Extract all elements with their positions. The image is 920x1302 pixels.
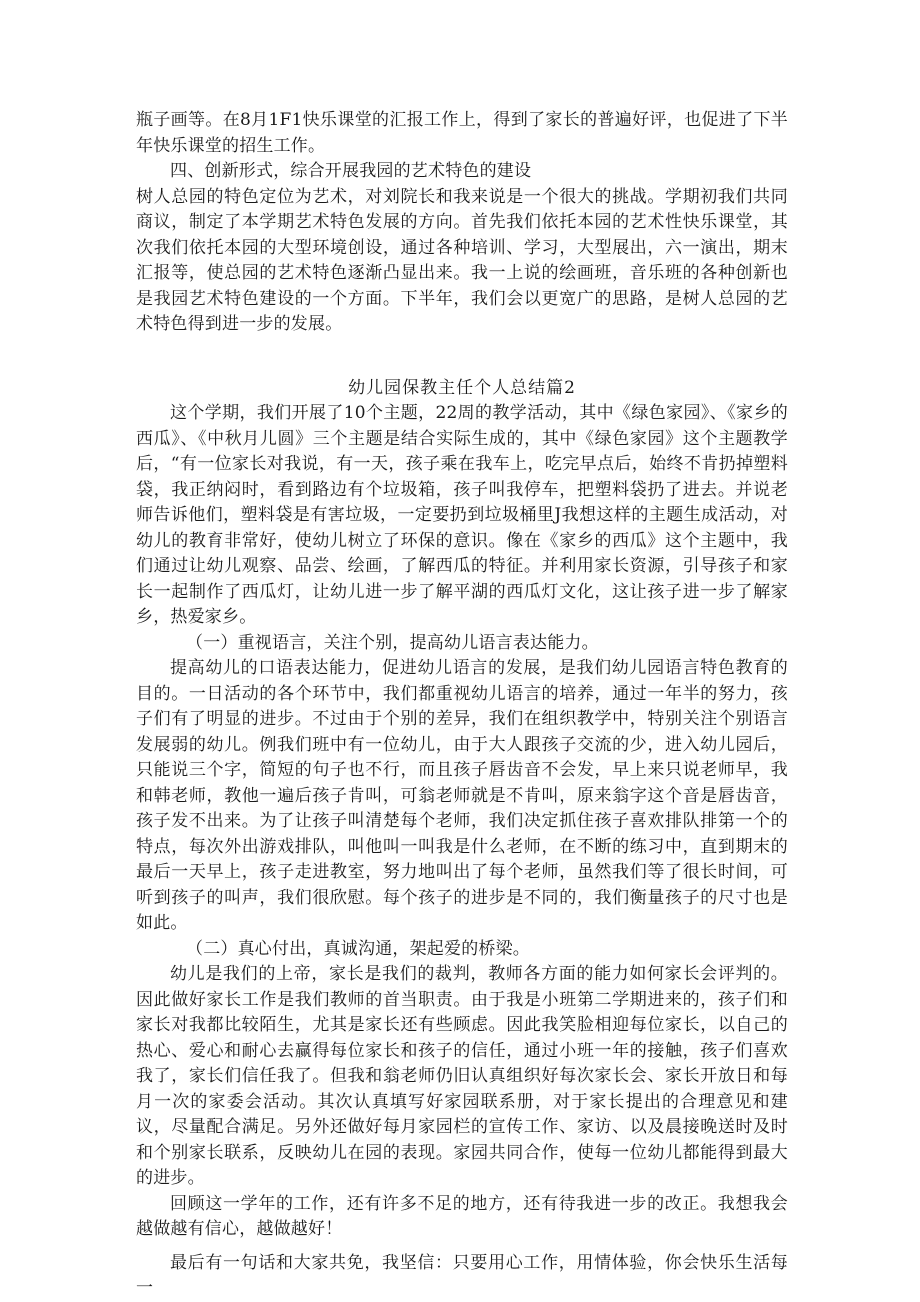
intro-paragraph: 这个学期，我们开展了10个主题，22周的教学活动，其中《绿色家园》、《家乡的西瓜》、《中秋月儿圆》三个主题是结合实际生成的，其中《绿色家园》这个主题教学后，“有一位家长对我说，有一天，孩子乘在我车上，吃完早点后，始终不肯扔掉塑料袋，我正纳闷时，看到路边有个垃圾箱，孩子叫我停车，把塑料袋扔了进去。并说老师告诉他们，塑料袋是有害垃圾，一定要扔到垃圾桶里J我想这样的主题生成活动，对幼儿的教育非常好，使幼儿树立了环保的意识。像在《家乡的西瓜》这个主题中，我们通过让幼儿观察、品尝、绘画，了解西瓜的特征。并利用家长资源，引导孩子和家长一起制作了西瓜灯，让幼儿进一步了解平湖的西瓜灯文化，这让孩子进一步了解家乡，热爱家乡。 <box>136 403 788 627</box>
document-page <box>136 108 788 1302</box>
section-heading-4: 四、创新形式，综合开展我园的艺术特色的建设 <box>170 161 532 181</box>
parents-paragraph: 幼儿是我们的上帝，家长是我们的裁判，教师各方面的能力如何家长会评判的。因此做好家长工作是我们教师的首当职责。由于我是小班第二学期进来的，孩子们和家长对我都比较陌生，尤其是家长还有些顾虑。因此我笑脸相迎每位家长，以自己的热心、爱心和耐心去赢得每位家长和孩子的信任，通过小班一年的接触，孩子们喜欢我了，家长们信任我了。但我和翁老师仍旧认真组织好每次家长会、家长开放日和每月一次的家委会活动。其次认真填写好家园联系册，对于家长提出的合理意见和建议，尽量配合满足。另外还做好每月家园栏的宣传工作、家访、以及晨接晚送时及时和个别家长联系，反映幼儿在园的表现。家园共同合作，使每一位幼儿都能得到最大的进步。 <box>136 964 788 1188</box>
continuation-paragraph: 瓶子画等。在8月1F1快乐课堂的汇报工作上，得到了家长的普遍好评，也促进了下半年快乐课堂的招生工作。 <box>136 110 788 156</box>
document-title: 幼儿园保教主任个人总结篇2 <box>348 377 576 398</box>
art-feature-paragraph: 树人总园的特色定位为艺术，对刘院长和我来说是一个很大的挑战。学期初我们共同商议，制定了本学期艺术特色发展的方向。首先我们依托本园的艺术性快乐课堂，其次我们依托本园的大型环境创设，通过各种培训、学习，大型展出，六一演出，期末汇报等，使总园的艺术特色逐渐凸显出来。我一上说的绘画班，音乐班的各种创新也是我园艺术特色建设的一个方面。下半年，我们会以更宽广的思路，是树人总园的艺术特色得到进一步的发展。 <box>136 186 788 334</box>
review-paragraph: 回顾这一学年的工作，还有许多不足的地方，还有待我进一步的改正。我想我会越做越有信心，越做越好！ <box>136 1193 788 1239</box>
language-paragraph: 提高幼儿的口语表达能力，促进幼儿语言的发展，是我们幼儿园语言特色教育的目的。一日活动的各个环节中，我们都重视幼儿语言的培养，通过一年半的努力，孩子们有了明显的进步。不过由于个别的差异，我们在组织教学中，特别关注个别语言发展弱的幼儿。例我们班中有一位幼儿，由于大人跟孩子交流的少，进入幼儿园后，只能说三个字，简短的句子也不行，而且孩子唇齿音不会发，早上来只说老师早，我和韩老师，教他一遍后孩子肯叫，可翁老师就是不肯叫，原来翁字这个音是唇齿音，孩子发不出来。为了让孩子叫清楚每个老师，我们决定抓住孩子喜欢排队排第一个的特点，每次外出游戏排队，叫他叫一叫我是什么老师，在不断的练习中，直到期末的最后一天早上，孩子走进教室，努力地叫出了每个老师，虽然我们等了很长时间，可听到孩子的叫声，我们很欣慰。每个孩子的进步是不同的，我们衡量孩子的尺寸也是如此。 <box>136 658 788 933</box>
section-heading-parents: （二）真心付出，真诚沟通，架起爱的桥梁。 <box>186 938 530 959</box>
section-heading-language: （一）重视语言，关注个别，提高幼儿语言表达能力。 <box>186 632 599 653</box>
closing-paragraph: 最后有一句话和大家共免，我坚信：只要用心工作，用情体验，你会快乐生活每一 <box>136 1252 788 1298</box>
